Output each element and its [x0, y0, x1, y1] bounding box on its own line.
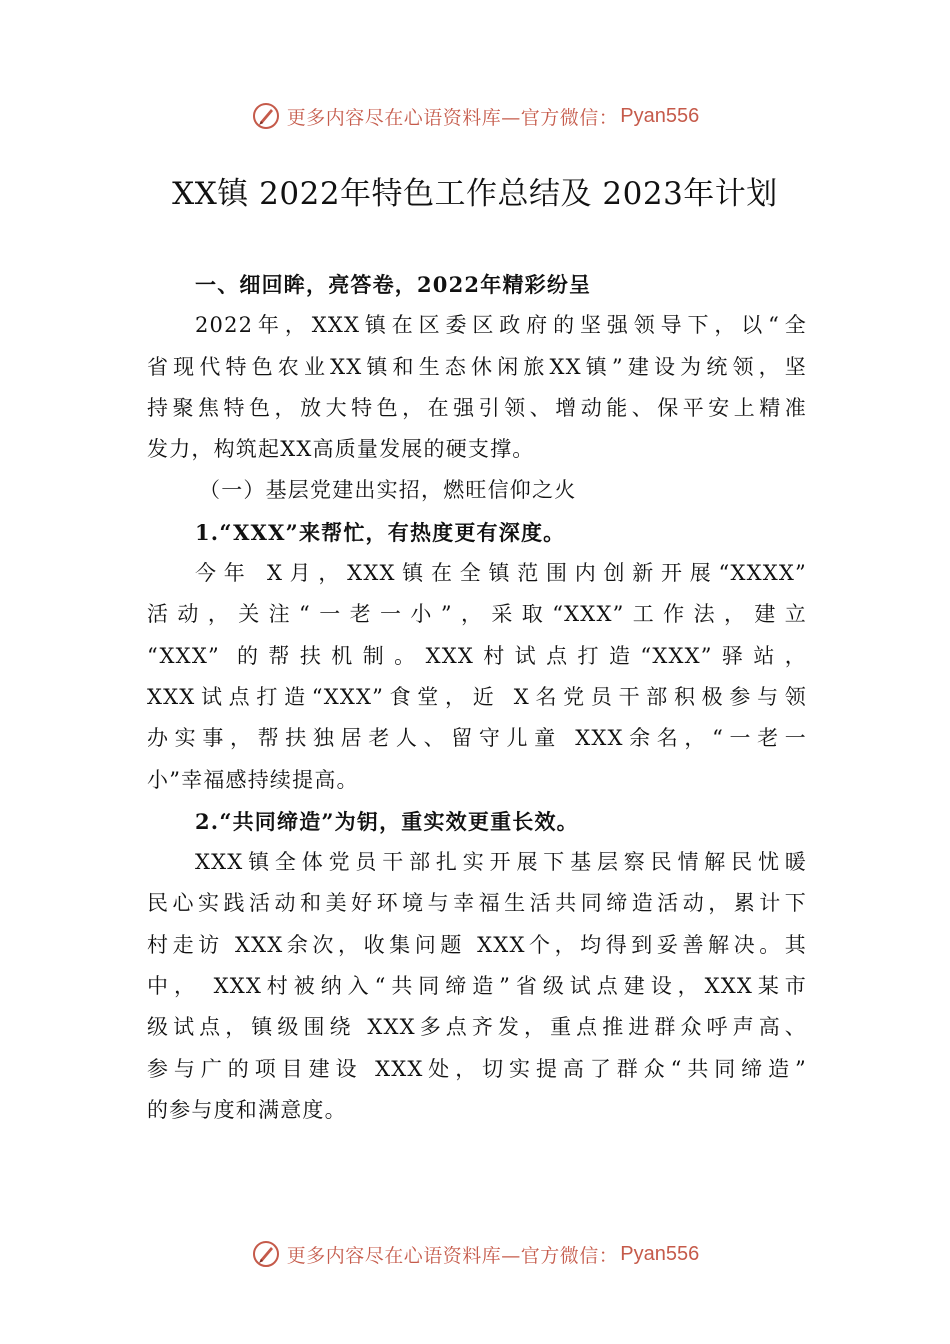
document-body: [147, 264, 807, 1131]
subsection-heading: （一）基层党建出实招，燃旺信仰之火: [199, 478, 577, 503]
paragraph-line: 办实事，帮扶独居老人、留守儿童 XXX余名，“一老一: [147, 726, 807, 751]
paragraph-line: 村走访 XXX余次，收集问题 XXX个，均得到妥善解决。其: [147, 932, 807, 957]
paragraph-line: 活动，关注“一老一小”，采取“XXX”工作法，建立: [147, 602, 807, 627]
paragraph-line: 持聚焦特色，放大特色，在强引领、增动能、保平安上精准: [147, 395, 807, 420]
paragraph-line: XXX镇全体党员干部扎实开展下基层察民情解民忧暖: [195, 850, 807, 875]
quill-pen-logo-icon: [251, 101, 281, 131]
paragraph-line: 发力，构筑起XX高质量发展的硬支撑。: [147, 437, 535, 462]
watermark-bottom: [0, 1234, 950, 1274]
paragraph-line: XXX试点打造“XXX”食堂，近 X名党员干部积极参与领: [147, 684, 807, 709]
paragraph-line: 中， XXX村被纳入“共同缔造”省级试点建设，XXX某市: [147, 974, 807, 999]
item-heading: 2.“共同缔造”为钥，重实效更重长效。: [195, 808, 579, 834]
paragraph-line: 2022年，XXX镇在区委区政府的坚强领导下，以“全: [195, 313, 807, 338]
paragraph-line: 今年 X月，XXX镇在全镇范围内创新开展“XXXX”: [195, 561, 807, 586]
paragraph-line: 民心实践活动和美好环境与幸福生活共同缔造活动，累计下: [147, 891, 807, 916]
paragraph-line: “XXX” 的帮扶机制。XXX村试点打造“XXX”驿站，: [147, 643, 807, 668]
quill-pen-logo-icon: [251, 1239, 281, 1269]
watermark-text: 更多内容尽在心语资料库—官方微信：: [286, 106, 619, 129]
paragraph-line: 参与广的项目建设 XXX处，切实提高了群众“共同缔造”: [147, 1056, 807, 1081]
document-title: XX镇 2022年特色工作总结及 2023年计划: [172, 176, 778, 212]
paragraph-line: 的参与度和满意度。: [147, 1097, 347, 1122]
section-heading: 一、细回眸，亮答卷，2022年精彩纷呈: [195, 272, 592, 297]
paragraph-line: 省现代特色农业XX镇和生态休闲旅XX镇”建设为统领，坚: [147, 354, 807, 379]
item-heading: 1.“XXX”来帮忙，有热度更有深度。: [195, 519, 566, 545]
paragraph-line: 级试点，镇级围绕 XXX多点齐发，重点推进群众呼声高、: [147, 1015, 807, 1040]
paragraph-line: 小”幸福感持续提高。: [147, 767, 359, 792]
watermark-handle: Pyan556: [620, 1242, 700, 1265]
watermark-handle: Pyan556: [620, 104, 700, 127]
watermark-top: [0, 96, 950, 136]
watermark-text: 更多内容尽在心语资料库—官方微信：: [286, 1244, 619, 1267]
